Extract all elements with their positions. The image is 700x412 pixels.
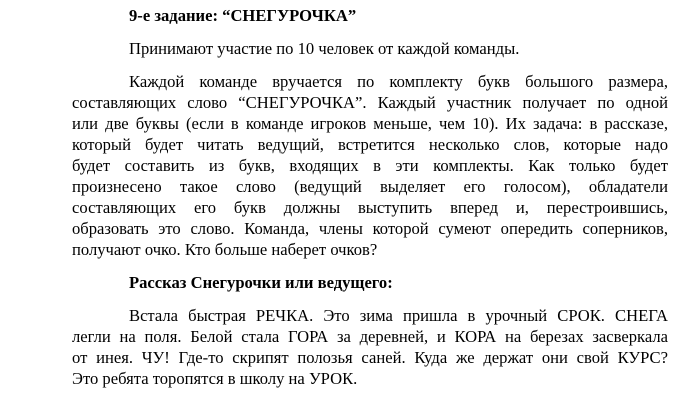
story-heading: Рассказ Снегурочки или ведущего: — [129, 273, 393, 292]
story-line: Это ребята торопятся в школу на УРОК. — [72, 369, 358, 388]
rules-line: получают очко. Кто больше наберет очков? — [72, 240, 378, 259]
story-line: Встала быстрая РЕЧКА. Это зима пришла в урочный СРОК. СНЕГА — [129, 306, 668, 325]
rules-line: составляющих его букв должны выступить вперед и, перестроившись, — [72, 198, 668, 217]
rules-line: который будет читать ведущий, встретится несколько слов, которые надо — [72, 135, 668, 154]
rules-line: Каждой команде вручается по комплекту букв большого размера, — [129, 72, 668, 91]
intro-paragraph: Принимают участие по 10 человек от каждой команды. — [129, 39, 520, 58]
rules-line: будет составить из букв, входящих в эти комплекты. Как только будет — [72, 156, 668, 175]
story-line: от инея. ЧУ! Где-то скрипят полозья саней. Куда же держат они свой КУРС? — [72, 348, 668, 367]
rules-line: произнесено такое слово (ведущий выделяет его голосом), обладатели — [72, 177, 668, 196]
rules-line: образовать это слово. Команда, члены которой сумеют опередить соперников, — [72, 219, 668, 238]
rules-line: составляющих слово “СНЕГУРОЧКА”. Каждый участник получает по одной — [72, 93, 668, 112]
task-heading: 9-е задание: “СНЕГУРОЧКА” — [129, 6, 357, 25]
story-line: легли на поля. Белой стала ГОРА за деревней, и КОРА на березах засверкала — [72, 327, 668, 346]
rules-line: или две буквы (если в команде игроков меньше, чем 10). Их задача: в рассказе, — [72, 114, 668, 133]
